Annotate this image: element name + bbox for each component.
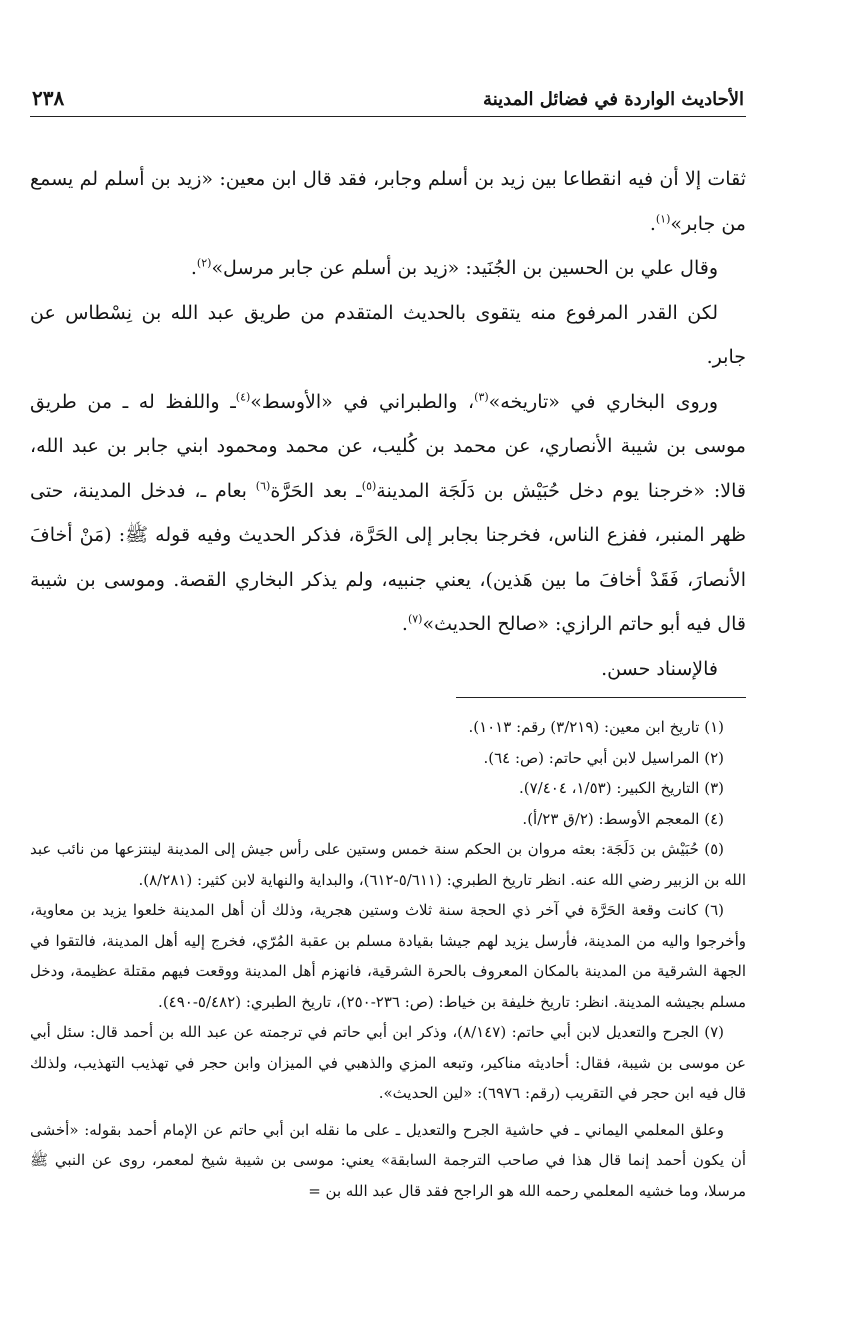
footnote-continuation: وعلق المعلمي اليماني ـ في حاشية الجرح والتعديل ـ على ما نقله ابن أبي حاتم عن الإمام أحمد بقوله: «أخشى أن يكون أحمد إنما قال هذا في صاحب الترجمة السابقة» يعني: موسى بن شيبة شيخ لمعمر، روى عن النبي ﷺ مرسلا، وما خشيه المعلمي رحمه الله هو الراجح فقد قال عبد الله بن =: [30, 1120, 746, 1200]
paragraph-5: فالإسناد حسن.: [601, 657, 718, 680]
footnote-2: (٢) المراسيل لابن أبي حاتم: (ص: ٦٤).: [483, 748, 724, 767]
footnote-ref-1: (١): [655, 212, 671, 226]
paragraph-1: ثقات إلا أن فيه انقطاعا بين زيد بن أسلم وجابر، فقد قال ابن معين: «زيد بن أسلم لم يسمع من جابر»$^{(١)}$.: [30, 168, 746, 235]
running-title: الأحاديث الواردة في فضائل المدينة: [483, 89, 744, 110]
paragraph-4: وروى البخاري في «تاريخه»$^{(٣)}$، والطبراني في «الأوسط»$^{(٤)}$ـ واللفظ له ـ من طريق موسى بن شيبة الأنصاري، عن محمد بن كُليب، عن محمد ومحمود ابني جابر بن عبد الله، قالا: «خرجنا يوم دخل حُبَيْش بن دَلَجَة المدينة$^{(٥)}$ـ بعد الحَرَّة$^{(٦)}$ بعام ـ، فدخل المدينة، حتى ظهر المنبر، ففزع الناس، فخرجنا بجابر إلى الحَرَّة، فذكر الحديث وفيه قوله ﷺ: (مَنْ أخافَ الأنصارَ، فَقَدْ أخافَ ما بين هَذين)، يعني جنبيه، ولم يذكر البخاري القصة. وموسى بن شيبة قال فيه أبو حاتم الرازي: «صالح الحديث»$^{(٧)}$.: [30, 390, 746, 635]
paragraph-4-part-a: وروى البخاري في «تاريخه»: [488, 390, 718, 413]
paragraph-3: لكن القدر المرفوع منه يتقوى بالحديث المتقدم من طريق عبد الله بن نِسْطاس عن جابر.: [30, 301, 746, 368]
footnote-ref-7: (٧): [407, 612, 423, 626]
footnote-1: (١) تاريخ ابن معين: (٣/٢١٩) رقم: ١٠١٣).: [468, 718, 724, 736]
footnote-ref-2: (٢): [196, 256, 212, 270]
footnote-7: (٧) الجرح والتعديل لابن أبي حاتم: (٨/١٤٧)، وذكر ابن أبي حاتم في ترجمته عن عبد الله بن أحمد قال: سئل أبي عن موسى بن شيبة، فقال: أحاديثه مناكير، وتبعه المزي والذهبي في الميزان وابن حجر في تهذيب التهذيب، ولذلك قال فيه ابن حجر في التقريب (رقم: ٦٩٧٦): «لين الحديث».: [30, 1023, 746, 1102]
paragraph-2: وقال علي بن الحسين بن الجُنَيد: «زيد بن أسلم عن جابر مرسل»$^{(٢)}$.: [190, 256, 718, 279]
paragraph-4-part-c: ـ واللفظ له ـ من طريق موسى بن شيبة الأنصاري، عن محمد بن كُليب، عن محمد ومحمود ابني جابر بن عبد الله، قالا: «خرجنا يوم دخل حُبَيْش بن دَلَجَة المدينة: [30, 390, 746, 502]
footnote-ref-3: (٣): [474, 390, 489, 404]
paragraph-2-text: وقال علي بن الحسين بن الجُنَيد: «زيد بن أسلم عن جابر مرسل»: [211, 257, 718, 279]
footnote-3: (٣) التاريخ الكبير: (١/٥٣، ٧/٤٠٤).: [518, 779, 724, 797]
footnote-ref-4: (٤): [235, 390, 251, 404]
paragraph-4-part-e: بعام ـ، فدخل المدينة، حتى ظهر المنبر، ففزع الناس، فخرجنا بجابر إلى الحَرَّة، فذكر الحديث وفيه قوله ﷺ: (مَنْ أخافَ الأنصارَ، فَقَدْ أخافَ ما بين هَذين)، يعني جنبيه، ولم يذكر البخاري القصة. وموسى بن شيبة قال فيه أبو حاتم الرازي: «صالح الحديث»: [30, 479, 746, 635]
footnote-ref-5: (٥): [361, 479, 377, 493]
paragraph-4-part-b: ، والطبراني في «الأوسط»: [250, 390, 475, 413]
running-header: [30, 86, 746, 117]
footnote-separator: [456, 697, 746, 698]
paragraph-1-text: ثقات إلا أن فيه انقطاعا بين زيد بن أسلم وجابر، فقد قال ابن معين: «زيد بن أسلم لم يسمع من جابر»: [30, 168, 746, 235]
footnote-6: (٦) كانت وقعة الحَرَّة في آخر ذي الحجة سنة ثلاث وستين هجرية، وذلك أن أهل المدينة خلعوا يزيد بن معاوية، وأخرجوا واليه من المدينة، فأرسل يزيد لهم جيشا بقيادة مسلم بن عقبة المُرّي، فخرج إليه أهل المدينة، فالتقوا في الجهة الشرقية من المدينة بالمكان المعروف بالحرة الشرقية، فانهزم أهل المدينة ووقعت فيهم مقتلة عظيمة، ودخل مسلم بجيشه المدينة. انظر: تاريخ خليفة بن خياط: (ص: ٢٣٦-٢٥٠)، تاريخ الطبري: (٥/٤٨٢-٤٩٠).: [30, 901, 746, 1011]
main-text: [30, 157, 746, 691]
paragraph-4-part-d: ـ بعد الحَرَّة: [270, 479, 362, 502]
page-number: ٢٣٨: [32, 86, 65, 110]
footnote-5: (٥) حُبَيْش بن دَلَجَة: بعثه مروان بن الحكم سنة خمس وستين على رأس جيش إلى المدينة لينتزعها من نائب عبد الله بن الزبير رضي الله عنه. انظر تاريخ الطبري: (٥/٦١١-٦١٢)، والبداية والنهاية لابن كثير: (٨/٢٨١).: [30, 840, 746, 889]
book-page: [30, 86, 746, 1206]
footnotes: [30, 712, 746, 1206]
footnote-4: (٤) المعجم الأوسط: (٢/ق ٢٣/أ).: [522, 809, 724, 828]
footnote-ref-6: (٦): [255, 479, 271, 493]
